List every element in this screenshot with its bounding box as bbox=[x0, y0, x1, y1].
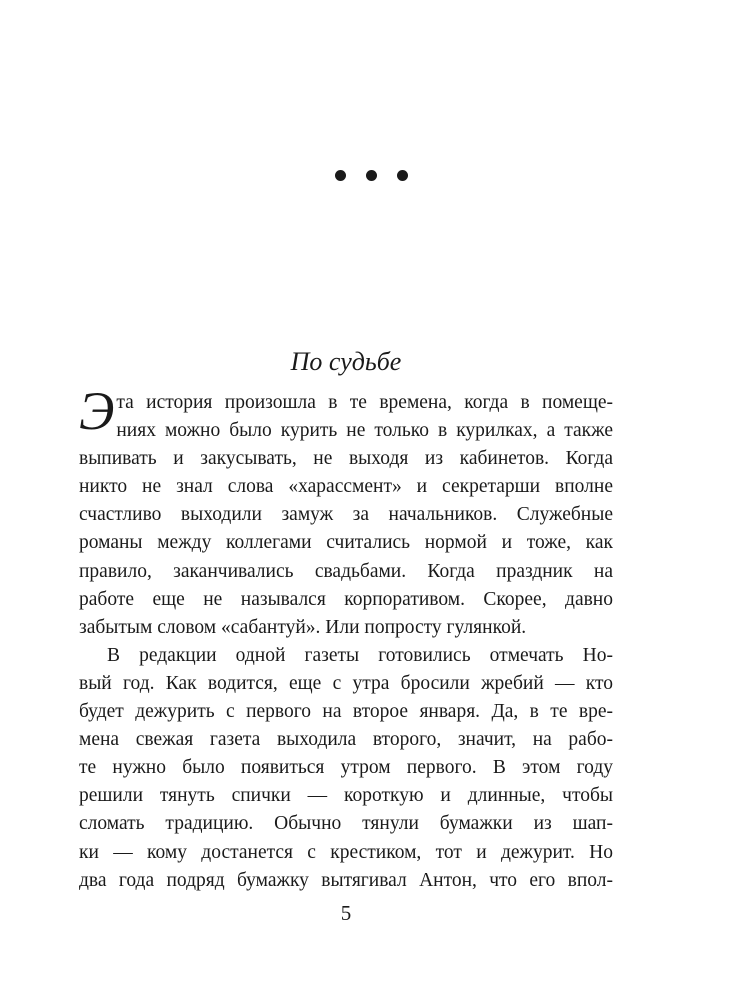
page-number: 5 bbox=[340, 901, 352, 925]
section-separator-icon bbox=[0, 170, 742, 181]
text-line: работе еще не назывался корпоративом. Скорее, давно bbox=[79, 588, 613, 610]
dot-icon bbox=[366, 170, 377, 181]
text-line: мена свежая газета выходила второго, значит, на рабо- bbox=[79, 729, 613, 751]
text-line: решили тянуть спички — короткую и длинные, чтобы bbox=[79, 785, 613, 807]
body-text bbox=[79, 381, 613, 895]
text-line: правило, заканчивались свадьбами. Когда праздник на bbox=[79, 560, 613, 582]
text-line: два года подряд бумажку вытягивал Антон, что его впол- bbox=[79, 869, 613, 891]
text-line: сломать традицию. Обычно тянули бумажки из шап- bbox=[79, 813, 613, 835]
text-line: те нужно было появиться утром первого. В этом году bbox=[79, 757, 613, 779]
text-line: та история произошла в те времена, когда в помеще- bbox=[116, 392, 613, 413]
text-line: романы между коллегами считались нормой и тоже, как bbox=[79, 532, 613, 554]
drop-cap: Э bbox=[79, 381, 115, 441]
text-line: забытым словом «сабантуй». Или попросту гулянкой. bbox=[79, 616, 527, 638]
dot-icon bbox=[397, 170, 408, 181]
text-line: выпивать и закусывать, не выходя из кабинетов. Когда bbox=[79, 448, 613, 470]
text-line: счастливо выходили замуж за начальников. Служебные bbox=[79, 504, 613, 526]
text-line: В редакции одной газеты готовились отмечать Но- bbox=[107, 644, 613, 666]
dot-icon bbox=[335, 170, 346, 181]
chapter-title: По судьбе bbox=[290, 347, 402, 376]
text-line: вый год. Как водится, еще с утра бросили жребий — кто bbox=[79, 672, 613, 694]
text-line: ниях можно было курить не только в курилках, а также bbox=[116, 420, 613, 442]
text-line: будет дежурить с первого на второе января. Да, в те вре- bbox=[79, 701, 613, 723]
text-line: никто не знал слова «харассмент» и секретарши вполне bbox=[79, 476, 613, 498]
text-line: ки — кому достанется с крестиком, тот и дежурит. Но bbox=[79, 841, 613, 863]
